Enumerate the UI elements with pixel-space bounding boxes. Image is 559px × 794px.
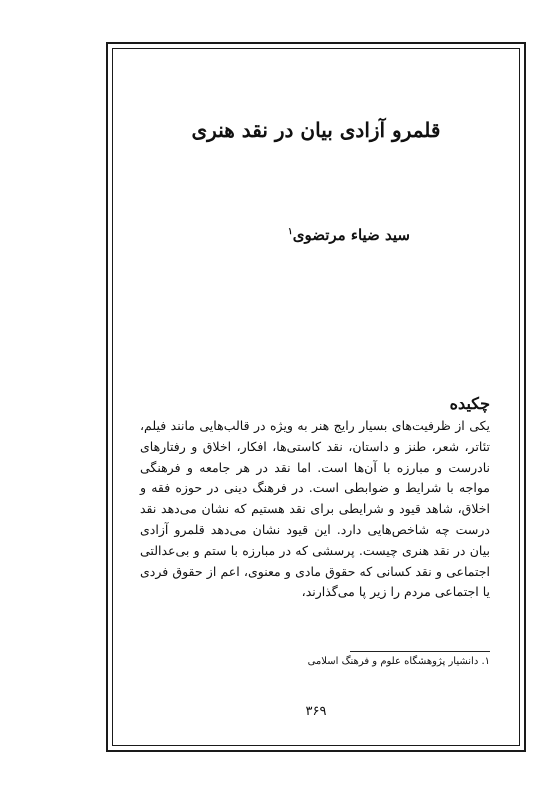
abstract-body bbox=[140, 416, 490, 603]
article-page bbox=[112, 48, 520, 746]
footnote: ۱. دانشیار پژوهشگاه علوم و فرهنگ اسلامی bbox=[307, 656, 490, 667]
abstract-heading: چکیده bbox=[449, 394, 490, 413]
article-title: قلمرو آزادی بیان در نقد هنری bbox=[191, 118, 441, 142]
page-number: ۳۶۹ bbox=[305, 704, 327, 719]
author-line bbox=[288, 226, 410, 244]
author-name: سید ضیاء مرتضوی bbox=[292, 226, 410, 244]
author-footnote-marker: ۱ bbox=[287, 227, 293, 237]
abstract-paragraph: یکی از ظرفیت‌های بسیار رایج هنر به ویژه در قالب‌هایی مانند فیلم، تئاتر، شعر، طنز و داستان، نقد کاستی‌ها، افکار، اخلاق و رفتارهای نادرست و مبارزه با آن‌ها است. اما نقد در هر جامعه و فرهنگی مواجه با شرایط و ضوابطی است. در فرهنگ دینی در حوزه فقه و اخلاق، شاهد قیود و شرایطی برای نقد هستیم که نشان می‌دهد نقد درست چه شاخص‌هایی دارد. این قیود نشان می‌دهد قلمرو آزادی بیان در نقد هنری چیست. پرسشی که در مبارزه با ستم و بی‌عدالتی اجتماعی و نقد کسانی که حقوق مادی و معنوی، اعم از حقوق فردی یا اجتماعی مردم را زیر پا می‌گذارند، bbox=[140, 418, 490, 600]
footnote-divider bbox=[350, 651, 490, 652]
